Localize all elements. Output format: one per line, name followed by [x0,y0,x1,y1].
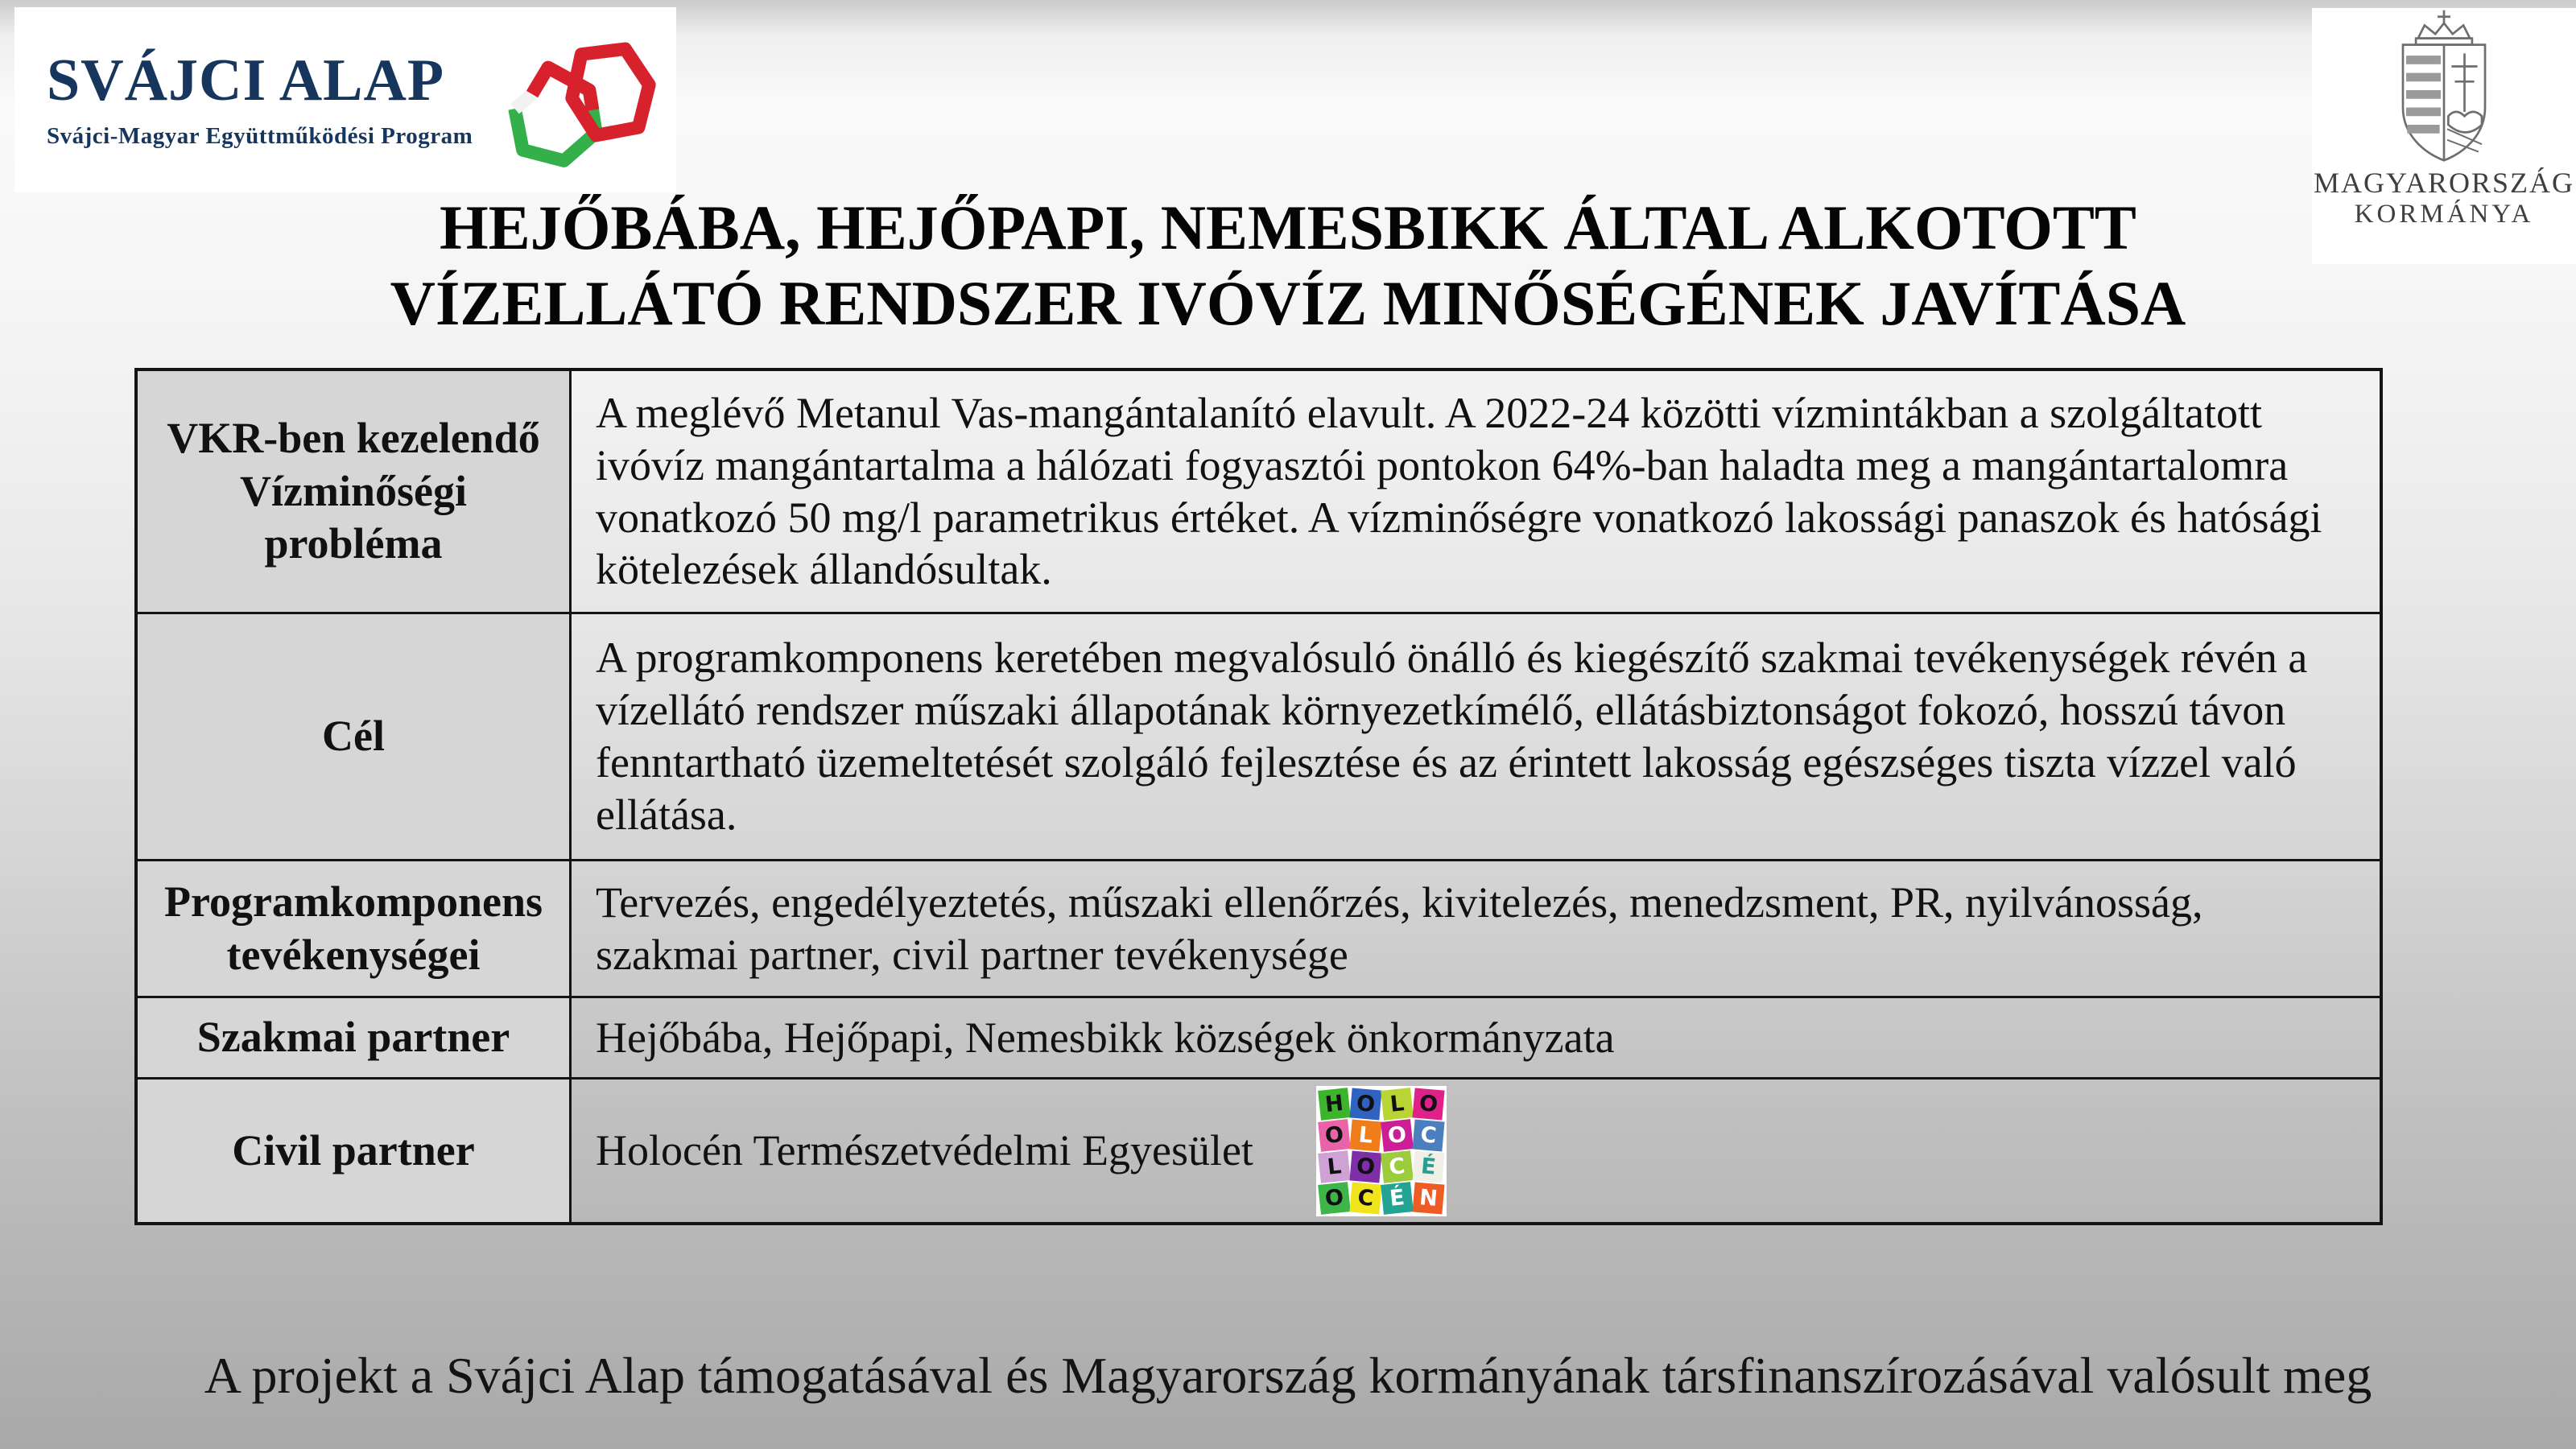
holocen-cell: H [1318,1088,1351,1121]
table-label-civil-partner: Civil partner [138,1077,572,1222]
holocen-cell: N [1412,1182,1444,1214]
holocen-cell: O [1318,1182,1351,1215]
table-content-professional-partner [572,996,2380,1077]
table-label-professional-partner: Szakmai partner [138,996,572,1077]
holocen-cell: O [1349,1088,1381,1120]
holocen-logo [1316,1086,1447,1216]
swiss-fund-title: SVÁJCI ALAP [47,47,445,114]
holocen-cell: O [1381,1119,1414,1152]
table-label-component-activities: Programkomponens tevékenységei [138,859,572,996]
table-content-water-quality-problem [572,371,2380,612]
swiss-hungarian-chain-icon [493,29,663,182]
slide-title-line2: VÍZELLÁTÓ RENDSZER IVÓVÍZ MINŐSÉGÉNEK JAVÍTÁSA [390,268,2186,338]
table-content-civil-partner [572,1077,2380,1222]
cell-text: A meglévő Metanul Vas-mangántalanító elavult. A 2022-24 közötti vízmintákban a szolgáltatott ivóvíz mangántartalma a hálózati fogyasztói pontokon 64%-ban haladta meg a mangántartalomra vonatkozó 50 mg/l parametrikus értéket. A vízminőségre vonatkozó lakossági panaszok és hatósági kötelezések állandósultak. [596,388,2322,594]
slide-title-line1: HEJŐBÁBA, HEJŐPAPI, NEMESBIKK ÁLTAL ALKOTOTT [440,192,2136,262]
table-content-component-activities [572,859,2380,996]
table-label-goal: Cél [138,612,572,859]
cell-text: Hejőbába, Hejőpapi, Nemesbikk községek önkormányzata [596,1013,1615,1062]
holocen-cell: C [1349,1182,1381,1214]
holocen-cell: É [1412,1150,1444,1183]
holocen-cell: O [1349,1150,1381,1183]
holocen-cell: L [1381,1088,1414,1121]
swiss-fund-logo [14,7,676,192]
holocen-cell: L [1349,1119,1381,1151]
holocen-cell: C [1381,1150,1414,1183]
government-name-line1: MAGYARORSZÁG [2313,167,2575,199]
holocen-cell: L [1318,1150,1351,1183]
hungary-coat-of-arms-icon [2377,8,2511,166]
government-name-line2: KORMÁNYA [2354,199,2534,229]
holocen-cell: O [1412,1088,1444,1120]
holocen-cell: É [1381,1182,1414,1215]
swiss-fund-subtitle: Svájci-Magyar Együttműködési Program [47,123,473,150]
holocen-cell: C [1412,1119,1444,1151]
cell-text: A programkomponens keretében megvalósuló önálló és kiegészítő szakmai tevékenységek révén a vízellátó rendszer műszaki állapotának környezetkímélő, ellátásbiztonságot fokozó, hosszú távon fenntartható üzemeltetését szolgáló fejlesztése és az érintett lakosság egészséges tiszta vízzel való ellátása. [596,634,2308,839]
cell-text: Holocén Természetvédelmi Egyesület [596,1126,1253,1175]
cell-text: Tervezés, engedélyeztetés, műszaki ellenőrzés, kivitelezés, menedzsment, PR, nyilvánosság, szakmai partner, civil partner tevékenysége [596,877,2203,979]
swiss-fund-text [47,47,473,151]
slide-title [0,190,2576,341]
footer-text: A projekt a Svájci Alap támogatásával és Magyarország kormányának társfinanszírozásával valósult meg [204,1347,2372,1404]
table-label-water-quality-problem: VKR-ben kezelendő Vízminőségi probléma [138,371,572,612]
table-content-goal [572,612,2380,859]
holocen-cell: O [1318,1119,1351,1152]
project-table [134,368,2383,1225]
